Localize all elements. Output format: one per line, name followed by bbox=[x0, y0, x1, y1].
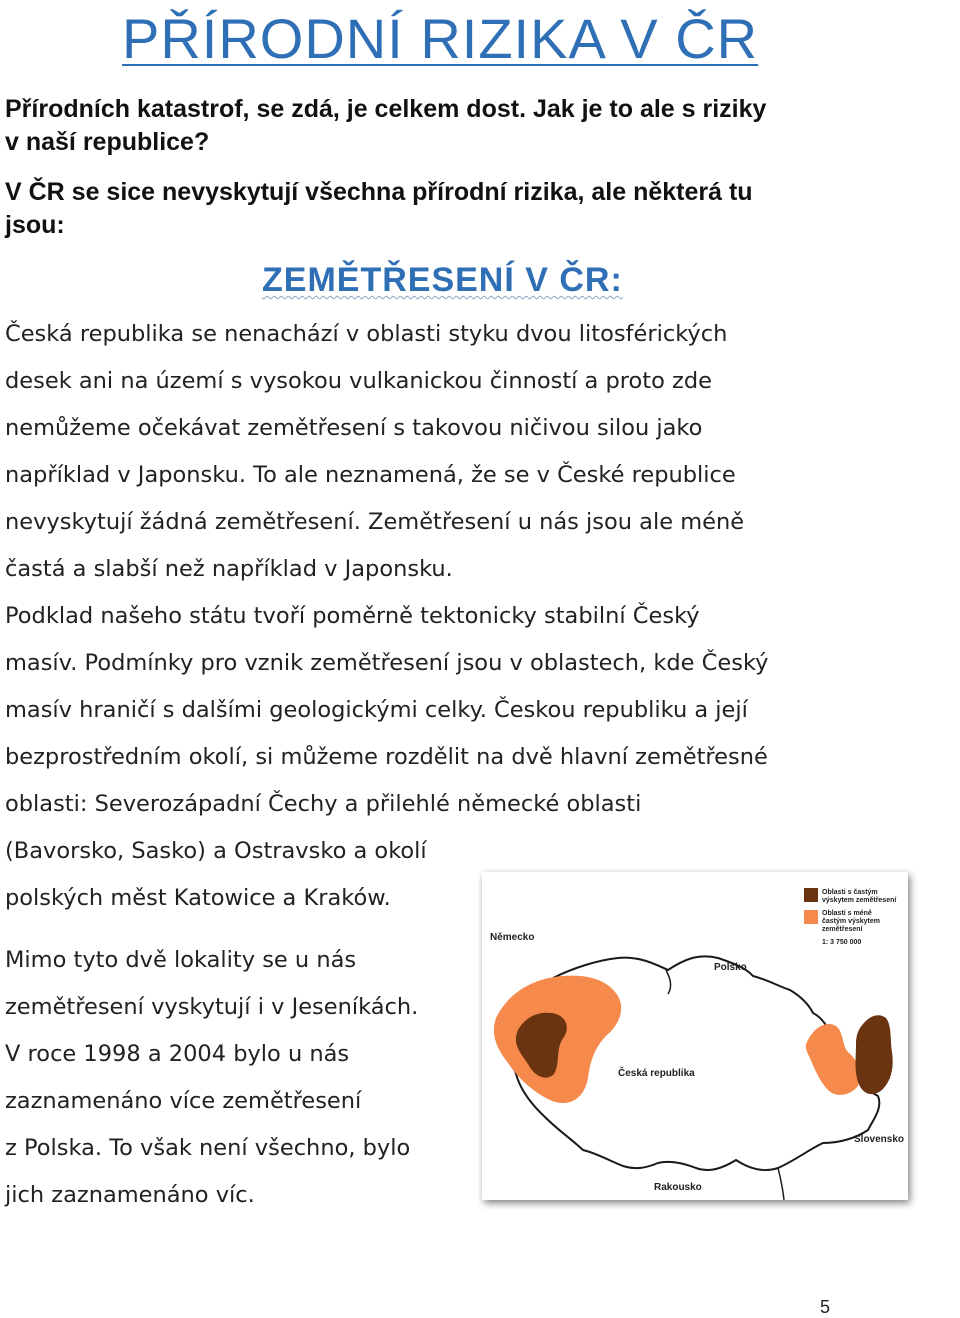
body-line: (Bavorsko, Sasko) a Ostravsko a okolí bbox=[5, 838, 427, 864]
body-line: masív hraničí s dalšími geologickými celky. Českou republiku a její bbox=[5, 697, 748, 723]
body-line: zaznamenáno více zemětřesení bbox=[5, 1088, 362, 1114]
legend-rare-1: Oblasti s méně bbox=[822, 910, 872, 917]
body-paragraph bbox=[5, 311, 768, 922]
body-line: bezprostředním okolí, si můžeme rozdělit na dvě hlavní zemětřesné bbox=[5, 744, 768, 770]
legend-rare-3: zemětřesení bbox=[822, 926, 863, 933]
label-austria: Rakousko bbox=[654, 1182, 702, 1193]
legend-frequent-2: výskytem zemětřesení bbox=[822, 897, 897, 904]
page-title: PŘÍRODNÍ RIZIKA V ČR bbox=[122, 7, 759, 70]
body-paragraph-2 bbox=[5, 937, 418, 1219]
body-line: nevyskytují žádná zemětřesení. Zemětřesení u nás jsou ale méně bbox=[5, 509, 745, 535]
legend-frequent-1: Oblasti s častým bbox=[822, 889, 878, 896]
section-heading: ZEMĚTŘESENÍ V ČR: bbox=[262, 261, 623, 299]
body-line: Česká republika se nenachází v oblasti styku dvou litosférických bbox=[5, 321, 728, 347]
body-line: Podklad našeho státu tvoří poměrně tektonicky stabilní Český bbox=[5, 603, 700, 629]
body-line: častá a slabší než například v Japonsku. bbox=[5, 556, 453, 582]
intro-line-2: v naší republice? bbox=[5, 128, 210, 156]
body-line: zemětřesení vyskytují i v Jeseníkách. bbox=[5, 994, 419, 1020]
map-scale: 1: 3 750 000 bbox=[822, 939, 862, 946]
label-germany: Německo bbox=[490, 932, 535, 943]
body-line: masív. Podmínky pro vznik zemětřesení jsou v oblastech, kde Český bbox=[5, 650, 769, 676]
intro-line-1: Přírodních katastrof, se zdá, je celkem dost. Jak je to ale s riziky bbox=[5, 95, 767, 123]
label-czech: Česká republika bbox=[618, 1068, 695, 1079]
region-east-frequent bbox=[856, 1015, 893, 1094]
body-line: desek ani na území s vysokou vulkanickou činností a proto zde bbox=[5, 368, 712, 394]
label-slovakia: Slovensko bbox=[854, 1134, 905, 1145]
legend-swatch-frequent bbox=[804, 888, 818, 902]
legend-swatch-rare bbox=[804, 910, 818, 924]
label-poland: Polsko bbox=[714, 962, 747, 973]
body-line: Mimo tyto dvě lokality se u nás bbox=[5, 947, 357, 973]
legend-rare-2: častým výskytem bbox=[822, 918, 880, 925]
body-line: z Polska. To však není všechno, bylo bbox=[5, 1135, 411, 1161]
intro-line-3: V ČR se sice nevyskytují všechna přírodní rizika, ale některá tu bbox=[5, 178, 753, 206]
body-line: jich zaznamenáno víc. bbox=[5, 1182, 255, 1208]
page-number: 5 bbox=[819, 1297, 830, 1317]
body-line: nemůžeme očekávat zemětřesení s takovou ničivou silou jako bbox=[5, 415, 703, 441]
intro-line-4: jsou: bbox=[5, 211, 65, 239]
earthquake-map bbox=[478, 868, 918, 1210]
body-line: oblasti: Severozápadní Čechy a přilehlé německé oblasti bbox=[5, 791, 642, 817]
body-line: například v Japonsku. To ale neznamená, že se v České republice bbox=[5, 462, 736, 488]
body-line: polských měst Katowice a Kraków. bbox=[5, 885, 391, 911]
body-line: V roce 1998 a 2004 bylo u nás bbox=[5, 1041, 350, 1067]
